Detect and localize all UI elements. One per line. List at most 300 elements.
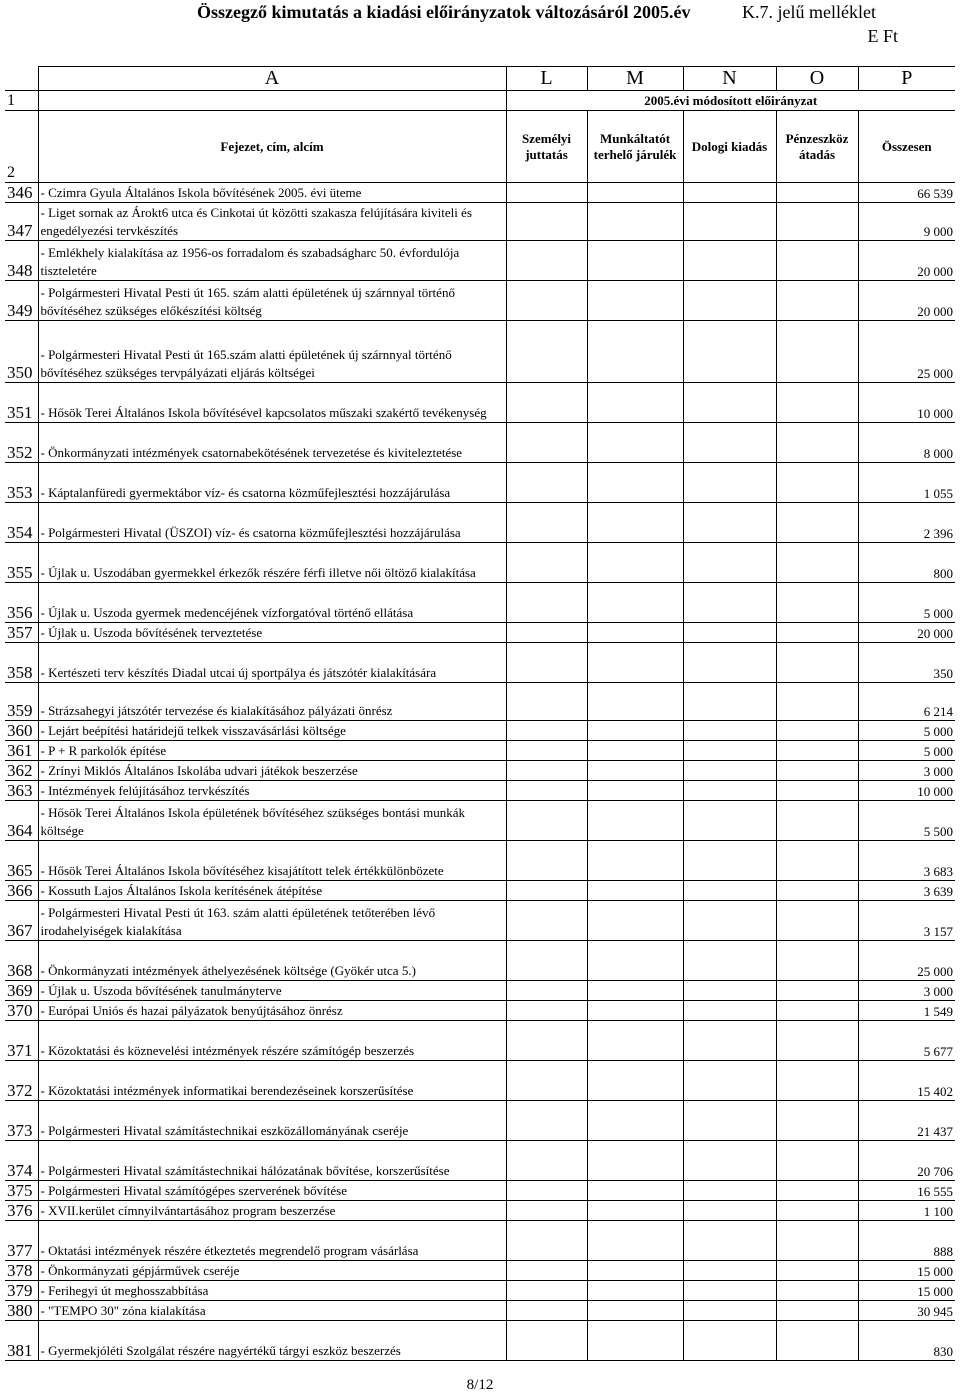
- row-transfers: [776, 941, 858, 981]
- col-letter-m: M: [587, 67, 683, 91]
- row-contributions: [587, 881, 683, 901]
- row-total: 25 000: [858, 941, 955, 981]
- table-row: [5, 623, 955, 643]
- row-personal: [506, 1261, 587, 1281]
- row-total: 20 706: [858, 1141, 955, 1181]
- row-transfers: [776, 1021, 858, 1061]
- row-transfers: [776, 981, 858, 1001]
- row-total: 15 402: [858, 1061, 955, 1101]
- row-contributions: [587, 841, 683, 881]
- row-contributions: [587, 281, 683, 321]
- row-total: 888: [858, 1221, 955, 1261]
- col-letter-a: A: [38, 67, 506, 91]
- row-personal: [506, 1101, 587, 1141]
- row-transfers: [776, 1141, 858, 1181]
- row-number: 353: [5, 463, 38, 503]
- row-personal: [506, 281, 587, 321]
- row-contributions: [587, 801, 683, 841]
- row-personal: [506, 741, 587, 761]
- row-contributions: [587, 1101, 683, 1141]
- row-transfers: [776, 643, 858, 683]
- row-total: 3 639: [858, 881, 955, 901]
- row-transfers: [776, 761, 858, 781]
- row-total: 15 000: [858, 1281, 955, 1301]
- row-contributions: [587, 623, 683, 643]
- row-description: - Közoktatási és köznevelési intézmények részére számítógép beszerzés: [38, 1021, 506, 1061]
- row-number: 361: [5, 741, 38, 761]
- row-contributions: [587, 583, 683, 623]
- row-transfers: [776, 203, 858, 241]
- row-material: [683, 841, 776, 881]
- table-row: [5, 321, 955, 383]
- table-row: [5, 423, 955, 463]
- row-transfers: [776, 183, 858, 203]
- col-letter-p: P: [858, 67, 955, 91]
- row-material: [683, 683, 776, 721]
- row-total: 3 683: [858, 841, 955, 881]
- row-number: 378: [5, 1261, 38, 1281]
- table-row: [5, 1281, 955, 1301]
- row-number: 367: [5, 901, 38, 941]
- table-row: [5, 203, 955, 241]
- row-contributions: [587, 721, 683, 741]
- table-row: [5, 1201, 955, 1221]
- row-transfers: [776, 683, 858, 721]
- row-total: 15 000: [858, 1261, 955, 1281]
- row-number: 362: [5, 761, 38, 781]
- row-contributions: [587, 901, 683, 941]
- row-personal: [506, 1221, 587, 1261]
- row-total: 1 055: [858, 463, 955, 503]
- row-contributions: [587, 1201, 683, 1221]
- table-row: [5, 721, 955, 741]
- row-transfers: [776, 741, 858, 761]
- row-personal: [506, 761, 587, 781]
- row-contributions: [587, 1001, 683, 1021]
- row-number: 356: [5, 583, 38, 623]
- row-description: - Czimra Gyula Általános Iskola bővítésének 2005. évi üteme: [38, 183, 506, 203]
- col-letter-n: N: [683, 67, 776, 91]
- row-personal: [506, 1181, 587, 1201]
- row-description: - Önkormányzati intézmények áthelyezésének költsége (Gyökér utca 5.): [38, 941, 506, 981]
- row-material: [683, 321, 776, 383]
- row-description: - Polgármesteri Hivatal számítógépes szerverének bővítése: [38, 1181, 506, 1201]
- table-row: [5, 1181, 955, 1201]
- col-letter-l: L: [506, 67, 587, 91]
- row-material: [683, 1221, 776, 1261]
- row-description: - Polgármesteri Hivatal Pesti út 165. szám alatti épületének új szárnnyal történő bővítéséhez szükséges előkészítési költség: [38, 281, 506, 321]
- row-material: [683, 281, 776, 321]
- row-material: [683, 1061, 776, 1101]
- row-contributions: [587, 1221, 683, 1261]
- row-contributions: [587, 683, 683, 721]
- row-total: 3 000: [858, 981, 955, 1001]
- row-description: - Önkormányzati intézmények csatornabekötésének tervezetése és kiviteleztetése: [38, 423, 506, 463]
- row-personal: [506, 901, 587, 941]
- row-number: 365: [5, 841, 38, 881]
- row-material: [683, 383, 776, 423]
- row-contributions: [587, 981, 683, 1001]
- row-personal: [506, 1061, 587, 1101]
- page-number: 8/12: [466, 1377, 494, 1393]
- table-row: [5, 801, 955, 841]
- row-number: 1: [5, 91, 38, 111]
- row-number: 348: [5, 241, 38, 281]
- row-total: 20 000: [858, 623, 955, 643]
- row-description: - Polgármesteri Hivatal számítástechnikai hálózatának bővítése, korszerűsítése: [38, 1141, 506, 1181]
- row-personal: [506, 1281, 587, 1301]
- row-contributions: [587, 383, 683, 423]
- period-header-row: [5, 91, 955, 111]
- row-transfers: [776, 321, 858, 383]
- row-description: - Hősök Terei Általános Iskola bővítéséhez kisajátított telek értékkülönbözete: [38, 841, 506, 881]
- row-description: - Kertészeti terv készítés Diadal utcai új sportpálya és játszótér kialakítására: [38, 643, 506, 683]
- row-material: [683, 183, 776, 203]
- row-number: 380: [5, 1301, 38, 1321]
- row-personal: [506, 1141, 587, 1181]
- row-total: 1 100: [858, 1201, 955, 1221]
- row-transfers: [776, 841, 858, 881]
- row-material: [683, 241, 776, 281]
- header-chapter: Fejezet, cím, alcím: [38, 111, 506, 183]
- row-transfers: [776, 1001, 858, 1021]
- row-material: [683, 1301, 776, 1321]
- row-contributions: [587, 1261, 683, 1281]
- row-description: - Strázsahegyi játszótér tervezése és kialakításához pályázati önrész: [38, 683, 506, 721]
- row-transfers: [776, 721, 858, 741]
- row-material: [683, 1141, 776, 1181]
- row-personal: [506, 1301, 587, 1321]
- row-total: 66 539: [858, 183, 955, 203]
- row-personal: [506, 423, 587, 463]
- row-total: 1 549: [858, 1001, 955, 1021]
- unit-label: E Ft: [867, 26, 898, 46]
- row-contributions: [587, 543, 683, 583]
- row-total: 8 000: [858, 423, 955, 463]
- row-number: 375: [5, 1181, 38, 1201]
- table-row: [5, 1001, 955, 1021]
- row-contributions: [587, 183, 683, 203]
- row-total: 3 157: [858, 901, 955, 941]
- row-description: - Liget sornak az Árokt6 utca és Cinkotai út közötti szakasza felújítására kiviteli és engedélyezési tervkészítés: [38, 203, 506, 241]
- row-total: 800: [858, 543, 955, 583]
- row-personal: [506, 583, 587, 623]
- row-material: [683, 1101, 776, 1141]
- row-personal: [506, 503, 587, 543]
- row-number: 351: [5, 383, 38, 423]
- row-material: [683, 503, 776, 543]
- row-material: [683, 801, 776, 841]
- table-row: [5, 383, 955, 423]
- row-number: 368: [5, 941, 38, 981]
- header-contributions: Munkáltatót terhelő járulék: [587, 111, 683, 183]
- table-row: [5, 1141, 955, 1181]
- row-total: 5 000: [858, 583, 955, 623]
- row-transfers: [776, 1221, 858, 1261]
- table-row: [5, 1221, 955, 1261]
- table-row: [5, 1101, 955, 1141]
- row-transfers: [776, 1321, 858, 1361]
- row-total: 5 000: [858, 741, 955, 761]
- row-number: 372: [5, 1061, 38, 1101]
- row-description: - Kossuth Lajos Általános Iskola kerítésének átépítése: [38, 881, 506, 901]
- row-transfers: [776, 423, 858, 463]
- row-transfers: [776, 1281, 858, 1301]
- row-contributions: [587, 1061, 683, 1101]
- row-personal: [506, 1001, 587, 1021]
- table-row: [5, 1321, 955, 1361]
- row-personal: [506, 683, 587, 721]
- table-row: [5, 781, 955, 801]
- row-personal: [506, 241, 587, 281]
- row-description: - Újlak u. Uszoda gyermek medencéjének vízforgatóval történő ellátása: [38, 583, 506, 623]
- row-material: [683, 781, 776, 801]
- table-row: [5, 683, 955, 721]
- header-transfers: Pénzeszköz átadás: [776, 111, 858, 183]
- row-material: [683, 901, 776, 941]
- row-number: 355: [5, 543, 38, 583]
- row-personal: [506, 781, 587, 801]
- row-description: - Hősök Terei Általános Iskola épületének bővítéséhez szükséges bontási munkák költsége: [38, 801, 506, 841]
- row-description: - Oktatási intézmények részére étkeztetés megrendelő program vásárlása: [38, 1221, 506, 1261]
- row-total: 21 437: [858, 1101, 955, 1141]
- row-contributions: [587, 241, 683, 281]
- row-personal: [506, 203, 587, 241]
- row-contributions: [587, 503, 683, 543]
- row-total: 30 945: [858, 1301, 955, 1321]
- table-row: [5, 741, 955, 761]
- row-contributions: [587, 203, 683, 241]
- row-personal: [506, 543, 587, 583]
- row-material: [683, 203, 776, 241]
- row-number: 369: [5, 981, 38, 1001]
- row-number: 359: [5, 683, 38, 721]
- row-number: 379: [5, 1281, 38, 1301]
- table-row: [5, 503, 955, 543]
- row-personal: [506, 881, 587, 901]
- row-transfers: [776, 583, 858, 623]
- row-material: [683, 583, 776, 623]
- col-letter-o: O: [776, 67, 858, 91]
- row-material: [683, 1321, 776, 1361]
- row-material: [683, 741, 776, 761]
- row-contributions: [587, 643, 683, 683]
- row-description: - Közoktatási intézmények informatikai berendezéseinek korszerűsítése: [38, 1061, 506, 1101]
- row-description: - Újlak u. Uszodában gyermekkel érkezők részére férfi illetve női öltöző kialakítása: [38, 543, 506, 583]
- row-total: 10 000: [858, 781, 955, 801]
- row-transfers: [776, 623, 858, 643]
- header-personal: Személyi juttatás: [506, 111, 587, 183]
- row-transfers: [776, 241, 858, 281]
- row-description: - Lejárt beépítési határidejű telkek visszavásárlási költsége: [38, 721, 506, 741]
- row-personal: [506, 1321, 587, 1361]
- table-row: [5, 1021, 955, 1061]
- table-row: [5, 881, 955, 901]
- row-transfers: [776, 1201, 858, 1221]
- row-number: 377: [5, 1221, 38, 1261]
- row-personal: [506, 183, 587, 203]
- row-transfers: [776, 463, 858, 503]
- row-number: 350: [5, 321, 38, 383]
- row-number: 364: [5, 801, 38, 841]
- table-row: [5, 543, 955, 583]
- row-contributions: [587, 321, 683, 383]
- row-number: 366: [5, 881, 38, 901]
- row-contributions: [587, 1021, 683, 1061]
- row-total: 20 000: [858, 241, 955, 281]
- table-row: [5, 981, 955, 1001]
- row-total: 16 555: [858, 1181, 955, 1201]
- table-row: [5, 1061, 955, 1101]
- row-number: 363: [5, 781, 38, 801]
- row-description: - Gyermekjóléti Szolgálat részére nagyértékű tárgyi eszköz beszerzés: [38, 1321, 506, 1361]
- row-description: - XVII.kerület címnyilvántartásához program beszerzése: [38, 1201, 506, 1221]
- column-letter-row: [5, 67, 955, 91]
- row-transfers: [776, 1061, 858, 1101]
- row-personal: [506, 623, 587, 643]
- row-description: - Újlak u. Uszoda bővítésének tanulmányterve: [38, 981, 506, 1001]
- row-number: 354: [5, 503, 38, 543]
- row-personal: [506, 1021, 587, 1061]
- table-row: [5, 281, 955, 321]
- row-transfers: [776, 881, 858, 901]
- row-description: - Európai Uniós és hazai pályázatok benyújtásához önrész: [38, 1001, 506, 1021]
- row-number: 374: [5, 1141, 38, 1181]
- row-total: 350: [858, 643, 955, 683]
- row-number: 373: [5, 1101, 38, 1141]
- row-description: - Káptalanfüredi gyermektábor víz- és csatorna közműfejlesztési hozzájárulása: [38, 463, 506, 503]
- row-personal: [506, 721, 587, 741]
- row-contributions: [587, 423, 683, 463]
- row-transfers: [776, 1181, 858, 1201]
- period-header: 2005.évi módosított előirányzat: [506, 91, 955, 111]
- row-transfers: [776, 1301, 858, 1321]
- header-material: Dologi kiadás: [683, 111, 776, 183]
- table-row: [5, 463, 955, 503]
- row-material: [683, 941, 776, 981]
- table-row: [5, 583, 955, 623]
- column-header-row: [5, 111, 955, 183]
- row-total: 6 214: [858, 683, 955, 721]
- row-material: [683, 1181, 776, 1201]
- row-description: - Önkormányzati gépjárművek cseréje: [38, 1261, 506, 1281]
- row-number: 360: [5, 721, 38, 741]
- row-description: - Hősök Terei Általános Iskola bővítésével kapcsolatos műszaki szakértő tevékenység: [38, 383, 506, 423]
- table-row: [5, 761, 955, 781]
- row-description: - Intézmények felújításához tervkészítés: [38, 781, 506, 801]
- row-contributions: [587, 1141, 683, 1181]
- row-description: - Polgármesteri Hivatal számítástechnikai eszközállományának cseréje: [38, 1101, 506, 1141]
- row-material: [683, 643, 776, 683]
- row-contributions: [587, 1321, 683, 1361]
- row-description: - "TEMPO 30" zóna kialakítása: [38, 1301, 506, 1321]
- document-title: Összegző kimutatás a kiadási előirányzatok változásáról 2005.év: [197, 2, 691, 22]
- row-description: - Polgármesteri Hivatal Pesti út 165.szám alatti épületének új szárnnyal történő bővítéséhez szükséges tervpályázati eljárás költségei: [38, 321, 506, 383]
- row-transfers: [776, 543, 858, 583]
- row-number: 371: [5, 1021, 38, 1061]
- expenditure-table: [5, 66, 955, 1361]
- table-row: [5, 841, 955, 881]
- row-description: - Emlékhely kialakítása az 1956-os forradalom és szabadságharc 50. évfordulója tiszteletére: [38, 241, 506, 281]
- row-transfers: [776, 781, 858, 801]
- row-transfers: [776, 801, 858, 841]
- row-material: [683, 1201, 776, 1221]
- row-number: 2: [5, 111, 38, 183]
- row-contributions: [587, 781, 683, 801]
- row-material: [683, 1281, 776, 1301]
- row-material: [683, 543, 776, 583]
- row-transfers: [776, 901, 858, 941]
- row-total: 10 000: [858, 383, 955, 423]
- row-personal: [506, 1201, 587, 1221]
- row-personal: [506, 643, 587, 683]
- table-row: [5, 901, 955, 941]
- row-number: 347: [5, 203, 38, 241]
- row-transfers: [776, 1101, 858, 1141]
- row-description: - P + R parkolók építése: [38, 741, 506, 761]
- row-total: 25 000: [858, 321, 955, 383]
- row-description: - Újlak u. Uszoda bővítésének terveztetése: [38, 623, 506, 643]
- row-material: [683, 1261, 776, 1281]
- row-total: 830: [858, 1321, 955, 1361]
- row-number: 352: [5, 423, 38, 463]
- row-personal: [506, 321, 587, 383]
- row-total: 9 000: [858, 203, 955, 241]
- row-material: [683, 1001, 776, 1021]
- row-total: 3 000: [858, 761, 955, 781]
- row-material: [683, 463, 776, 503]
- row-transfers: [776, 503, 858, 543]
- row-material: [683, 423, 776, 463]
- row-contributions: [587, 741, 683, 761]
- row-personal: [506, 463, 587, 503]
- row-personal: [506, 841, 587, 881]
- table-row: [5, 1301, 955, 1321]
- row-number: 376: [5, 1201, 38, 1221]
- row-total: 2 396: [858, 503, 955, 543]
- row-number: 357: [5, 623, 38, 643]
- row-material: [683, 881, 776, 901]
- row-contributions: [587, 463, 683, 503]
- row-number: 370: [5, 1001, 38, 1021]
- row-total: 5 500: [858, 801, 955, 841]
- row-total: 5 677: [858, 1021, 955, 1061]
- table-row: [5, 183, 955, 203]
- row-contributions: [587, 1281, 683, 1301]
- table-row: [5, 1261, 955, 1281]
- row-material: [683, 981, 776, 1001]
- row-number: 358: [5, 643, 38, 683]
- row-number: 349: [5, 281, 38, 321]
- row-transfers: [776, 1261, 858, 1281]
- row-personal: [506, 801, 587, 841]
- header-total: Összesen: [858, 111, 955, 183]
- row-material: [683, 761, 776, 781]
- row-personal: [506, 383, 587, 423]
- row-number: 381: [5, 1321, 38, 1361]
- row-material: [683, 623, 776, 643]
- row-contributions: [587, 1181, 683, 1201]
- table-row: [5, 643, 955, 683]
- row-personal: [506, 941, 587, 981]
- row-contributions: [587, 761, 683, 781]
- row-total: 20 000: [858, 281, 955, 321]
- table-row: [5, 941, 955, 981]
- row-description: - Zrínyi Miklós Általános Iskolába udvari játékok beszerzése: [38, 761, 506, 781]
- attachment-label: K.7. jelű melléklet: [742, 2, 876, 22]
- row-total: 5 000: [858, 721, 955, 741]
- row-description: - Polgármesteri Hivatal Pesti út 163. szám alatti épületének tetőterében lévő irodahelyiségek kialakítása: [38, 901, 506, 941]
